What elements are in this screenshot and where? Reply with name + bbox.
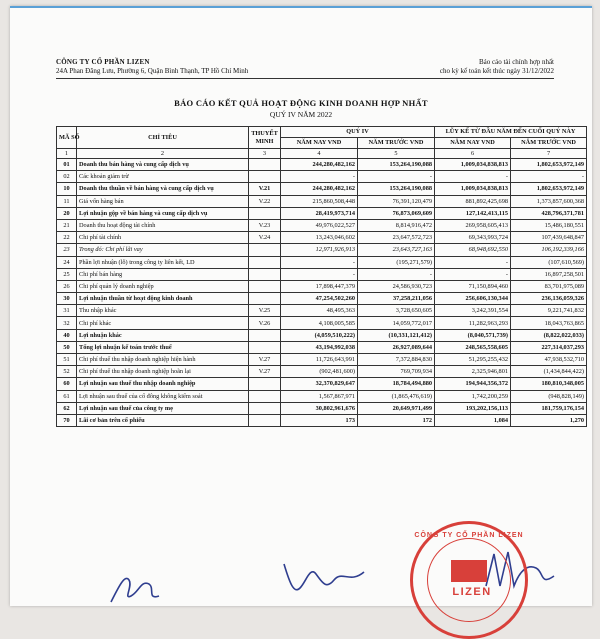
table-row: [57, 171, 587, 183]
row-item: Chi phí thuế thu nhập doanh nghiệp hoãn lại: [77, 366, 249, 378]
company-header: [56, 58, 248, 76]
header-code: MÃ SỐ: [57, 127, 77, 149]
row-ytd-prior: 15,486,180,551: [511, 219, 587, 231]
row-quarter-prior: 3,728,650,605: [358, 305, 435, 317]
row-ytd-current: 256,606,130,344: [435, 293, 511, 305]
row-note: [249, 256, 281, 268]
row-ytd-current: 127,142,413,115: [435, 207, 511, 219]
row-code: 22: [57, 232, 77, 244]
signature-accountant: [280, 554, 370, 604]
row-code: 25: [57, 268, 77, 280]
seal-ring-text: CÔNG TY CỔ PHẦN LIZEN: [414, 532, 524, 539]
row-quarter-current: 13,243,046,602: [281, 232, 358, 244]
row-code: 24: [57, 256, 77, 268]
row-code: 61: [57, 390, 77, 402]
row-quarter-prior: 153,264,190,088: [358, 183, 435, 195]
row-ytd-prior: 428,796,371,781: [511, 207, 587, 219]
seal-logo-icon: [451, 560, 487, 582]
row-quarter-prior: 7,372,884,830: [358, 354, 435, 366]
table-row: [57, 195, 587, 207]
row-note: V.27: [249, 354, 281, 366]
row-quarter-current: 28,419,973,714: [281, 207, 358, 219]
report-period: cho kỳ kế toán kết thúc ngày 31/12/2022: [439, 67, 554, 75]
row-ytd-current: 1,009,034,838,813: [435, 183, 511, 195]
row-item: Lợi nhuận sau thuế thu nhập doanh nghiệp: [77, 378, 249, 390]
row-ytd-current: 71,150,894,460: [435, 280, 511, 292]
row-item: Phần lợi nhuận (lỗ) trong công ty liên kết, LD: [77, 256, 249, 268]
header-ytd-current: NĂM NAY VND: [435, 138, 511, 149]
table-row: [57, 354, 587, 366]
row-ytd-current: -: [435, 256, 511, 268]
row-code: 23: [57, 244, 77, 256]
row-quarter-current: -: [281, 268, 358, 280]
company-seal: [410, 521, 528, 639]
row-ytd-current: 51,295,255,432: [435, 354, 511, 366]
row-code: 40: [57, 329, 77, 341]
row-quarter-current: 244,280,482,162: [281, 159, 358, 171]
table-row: [57, 414, 587, 426]
row-ytd-current: 194,944,356,372: [435, 378, 511, 390]
row-code: 01: [57, 159, 77, 171]
row-quarter-current: (902,481,600): [281, 366, 358, 378]
row-item: Lãi cơ bản trên cổ phiếu: [77, 414, 249, 426]
row-ytd-current: 11,282,963,293: [435, 317, 511, 329]
row-ytd-current: 1,084: [435, 414, 511, 426]
row-quarter-current: 215,860,508,448: [281, 195, 358, 207]
row-code: 10: [57, 183, 77, 195]
row-item: Các khoản giảm trừ: [77, 171, 249, 183]
company-address: 24A Phan Đăng Lưu, Phường 6, Quận Bình Thạnh, TP Hồ Chí Minh: [56, 67, 249, 75]
row-quarter-current: (4,059,510,222): [281, 329, 358, 341]
row-code: 21: [57, 219, 77, 231]
row-ytd-current: -: [435, 171, 511, 183]
row-quarter-current: 1,567,867,971: [281, 390, 358, 402]
row-note: [249, 268, 281, 280]
table-row: [57, 280, 587, 292]
table-row: [57, 366, 587, 378]
row-quarter-current: 12,971,926,913: [281, 244, 358, 256]
company-name: CÔNG TY CỔ PHẦN LIZEN: [56, 58, 150, 66]
row-quarter-current: 244,280,482,162: [281, 183, 358, 195]
table-body: [57, 159, 587, 427]
table-row: [57, 329, 587, 341]
row-note: [249, 378, 281, 390]
row-quarter-current: 47,254,502,260: [281, 293, 358, 305]
row-item: Chi phí quản lý doanh nghiệp: [77, 280, 249, 292]
table-row: [57, 219, 587, 231]
row-quarter-prior: 76,873,069,609: [358, 207, 435, 219]
row-note: [249, 293, 281, 305]
row-code: 52: [57, 366, 77, 378]
row-quarter-prior: 23,647,572,723: [358, 232, 435, 244]
row-ytd-prior: 181,759,176,154: [511, 402, 587, 414]
table-row: [57, 159, 587, 171]
header-note: THUYẾT MINH: [249, 127, 281, 149]
row-item: Doanh thu thuần về bán hàng và cung cấp dịch vụ: [77, 183, 249, 195]
row-note: [249, 390, 281, 402]
row-item: Chi phí thuế thu nhập doanh nghiệp hiện hành: [77, 354, 249, 366]
table-row: [57, 317, 587, 329]
row-item: Chi phí bán hàng: [77, 268, 249, 280]
row-note: V.23: [249, 219, 281, 231]
row-item: Doanh thu bán hàng và cung cấp dịch vụ: [77, 159, 249, 171]
row-quarter-prior: 20,649,971,499: [358, 402, 435, 414]
row-note: V.24: [249, 232, 281, 244]
row-ytd-prior: 1,802,653,972,149: [511, 159, 587, 171]
signature-preparer: [105, 566, 165, 606]
row-item: Doanh thu hoạt động tài chính: [77, 219, 249, 231]
row-note: [249, 280, 281, 292]
header-ytd-group: LŨY KẾ TỪ ĐẦU NĂM ĐẾN CUỐI QUÝ NÀY: [435, 127, 587, 138]
row-note: V.21: [249, 183, 281, 195]
row-code: 70: [57, 414, 77, 426]
column-index: 6: [435, 149, 511, 159]
row-quarter-prior: 769,709,934: [358, 366, 435, 378]
row-ytd-prior: 83,701,975,089: [511, 280, 587, 292]
row-quarter-prior: 24,586,930,723: [358, 280, 435, 292]
row-quarter-current: -: [281, 171, 358, 183]
row-item: Lợi nhuận sau thuế của công ty mẹ: [77, 402, 249, 414]
row-code: 11: [57, 195, 77, 207]
row-ytd-prior: 47,938,532,710: [511, 354, 587, 366]
column-index: 5: [358, 149, 435, 159]
row-item: Tổng lợi nhuận kế toán trước thuế: [77, 341, 249, 353]
row-note: [249, 159, 281, 171]
row-ytd-current: 69,343,993,724: [435, 232, 511, 244]
table-row: [57, 268, 587, 280]
row-quarter-current: 11,726,643,991: [281, 354, 358, 366]
row-item: Lợi nhuận khác: [77, 329, 249, 341]
row-quarter-prior: 37,258,211,056: [358, 293, 435, 305]
row-ytd-prior: 180,810,348,005: [511, 378, 587, 390]
row-quarter-prior: 76,391,120,479: [358, 195, 435, 207]
row-note: V.25: [249, 305, 281, 317]
row-ytd-current: 3,242,391,554: [435, 305, 511, 317]
header-item: CHỈ TIÊU: [77, 127, 249, 149]
column-index: 4: [281, 149, 358, 159]
row-quarter-current: 43,194,992,038: [281, 341, 358, 353]
row-note: V.26: [249, 317, 281, 329]
header-ytd-prior: NĂM TRƯỚC VND: [511, 138, 587, 149]
table-row: [57, 378, 587, 390]
row-note: [249, 402, 281, 414]
row-quarter-prior: (1,865,476,619): [358, 390, 435, 402]
row-quarter-prior: 14,059,772,017: [358, 317, 435, 329]
row-ytd-prior: 1,802,653,972,149: [511, 183, 587, 195]
row-ytd-prior: 107,439,648,847: [511, 232, 587, 244]
table-row: [57, 402, 587, 414]
row-quarter-prior: (195,271,579): [358, 256, 435, 268]
row-ytd-current: 1,009,034,838,813: [435, 159, 511, 171]
page-top-border: [10, 6, 592, 8]
row-quarter-prior: 26,927,089,644: [358, 341, 435, 353]
row-ytd-current: -: [435, 268, 511, 280]
row-code: 50: [57, 341, 77, 353]
row-quarter-current: 17,898,447,379: [281, 280, 358, 292]
row-ytd-prior: 1,270: [511, 414, 587, 426]
row-ytd-current: 269,958,605,413: [435, 219, 511, 231]
row-ytd-prior: 16,897,258,501: [511, 268, 587, 280]
row-quarter-current: 49,976,022,527: [281, 219, 358, 231]
row-quarter-prior: 18,784,494,880: [358, 378, 435, 390]
header-q-prior: NĂM TRƯỚC VND: [358, 138, 435, 149]
table-row: [57, 207, 587, 219]
report-type: Báo cáo tài chính hợp nhất: [478, 58, 554, 66]
row-ytd-current: 2,325,946,801: [435, 366, 511, 378]
row-quarter-prior: 172: [358, 414, 435, 426]
row-quarter-current: 48,495,363: [281, 305, 358, 317]
report-subtitle: QUÝ IV NĂM 2022: [269, 110, 333, 119]
row-quarter-prior: 8,814,916,472: [358, 219, 435, 231]
table-row: [57, 293, 587, 305]
row-quarter-current: 32,370,829,647: [281, 378, 358, 390]
column-index-row: [57, 149, 587, 159]
row-note: V.22: [249, 195, 281, 207]
row-ytd-current: 1,742,200,259: [435, 390, 511, 402]
row-code: 20: [57, 207, 77, 219]
row-item: Trong đó: Chi phí lãi vay: [77, 244, 249, 256]
row-quarter-prior: 23,643,727,163: [358, 244, 435, 256]
row-note: [249, 244, 281, 256]
header-q-current: NĂM NAY VND: [281, 138, 358, 149]
row-code: 32: [57, 317, 77, 329]
row-code: 30: [57, 293, 77, 305]
table-row: [57, 256, 587, 268]
row-code: 31: [57, 305, 77, 317]
row-item: Chi phí khác: [77, 317, 249, 329]
row-note: [249, 329, 281, 341]
row-note: [249, 207, 281, 219]
row-item: Lợi nhuận gộp về bán hàng và cung cấp dịch vụ: [77, 207, 249, 219]
table-row: [57, 305, 587, 317]
row-ytd-current: 881,892,425,698: [435, 195, 511, 207]
row-ytd-prior: 227,314,037,293: [511, 341, 587, 353]
row-ytd-prior: 236,136,059,326: [511, 293, 587, 305]
row-ytd-prior: (948,828,149): [511, 390, 587, 402]
row-quarter-current: -: [281, 256, 358, 268]
row-quarter-current: 30,802,961,676: [281, 402, 358, 414]
column-index: 2: [77, 149, 249, 159]
row-ytd-prior: (107,610,569): [511, 256, 587, 268]
row-code: 60: [57, 378, 77, 390]
row-ytd-prior: (8,822,022,033): [511, 329, 587, 341]
row-item: Lợi nhuận thuần từ hoạt động kinh doanh: [77, 293, 249, 305]
row-ytd-prior: -: [511, 171, 587, 183]
report-title: BÁO CÁO KẾT QUẢ HOẠT ĐỘNG KINH DOANH HỢP NHẤT: [174, 98, 428, 108]
row-item: Thu nhập khác: [77, 305, 249, 317]
income-statement-table: [56, 126, 587, 427]
table-row: [57, 390, 587, 402]
row-ytd-current: 248,565,558,605: [435, 341, 511, 353]
row-quarter-prior: (10,331,121,412): [358, 329, 435, 341]
document-page: [10, 6, 592, 606]
row-ytd-prior: 9,221,741,832: [511, 305, 587, 317]
row-code: 51: [57, 354, 77, 366]
row-ytd-prior: 106,192,339,166: [511, 244, 587, 256]
row-note: [249, 341, 281, 353]
row-ytd-current: (8,040,571,739): [435, 329, 511, 341]
column-index: 1: [57, 149, 77, 159]
row-quarter-prior: -: [358, 171, 435, 183]
row-item: Giá vốn hàng bán: [77, 195, 249, 207]
row-item: Lợi nhuận sau thuế của cổ đông không kiểm soát: [77, 390, 249, 402]
column-index: 7: [511, 149, 587, 159]
row-note: V.27: [249, 366, 281, 378]
row-code: 62: [57, 402, 77, 414]
row-ytd-prior: 1,373,857,600,368: [511, 195, 587, 207]
row-code: 02: [57, 171, 77, 183]
row-quarter-current: 173: [281, 414, 358, 426]
row-ytd-prior: 18,043,763,865: [511, 317, 587, 329]
row-quarter-current: 4,108,005,585: [281, 317, 358, 329]
row-note: [249, 414, 281, 426]
row-ytd-current: 68,948,692,550: [435, 244, 511, 256]
table-row: [57, 183, 587, 195]
row-code: 26: [57, 280, 77, 292]
header-quarter-group: QUÝ IV: [281, 127, 435, 138]
table-row: [57, 341, 587, 353]
row-ytd-current: 193,202,156,113: [435, 402, 511, 414]
header-divider: [56, 78, 554, 79]
row-quarter-prior: 153,264,190,088: [358, 159, 435, 171]
table-row: [57, 232, 587, 244]
column-index: 3: [249, 149, 281, 159]
report-info: [440, 58, 554, 76]
table-row: [57, 244, 587, 256]
seal-brand: LIZEN: [452, 586, 492, 598]
row-ytd-prior: (1,434,844,422): [511, 366, 587, 378]
row-note: [249, 171, 281, 183]
row-quarter-prior: -: [358, 268, 435, 280]
row-item: Chi phí tài chính: [77, 232, 249, 244]
